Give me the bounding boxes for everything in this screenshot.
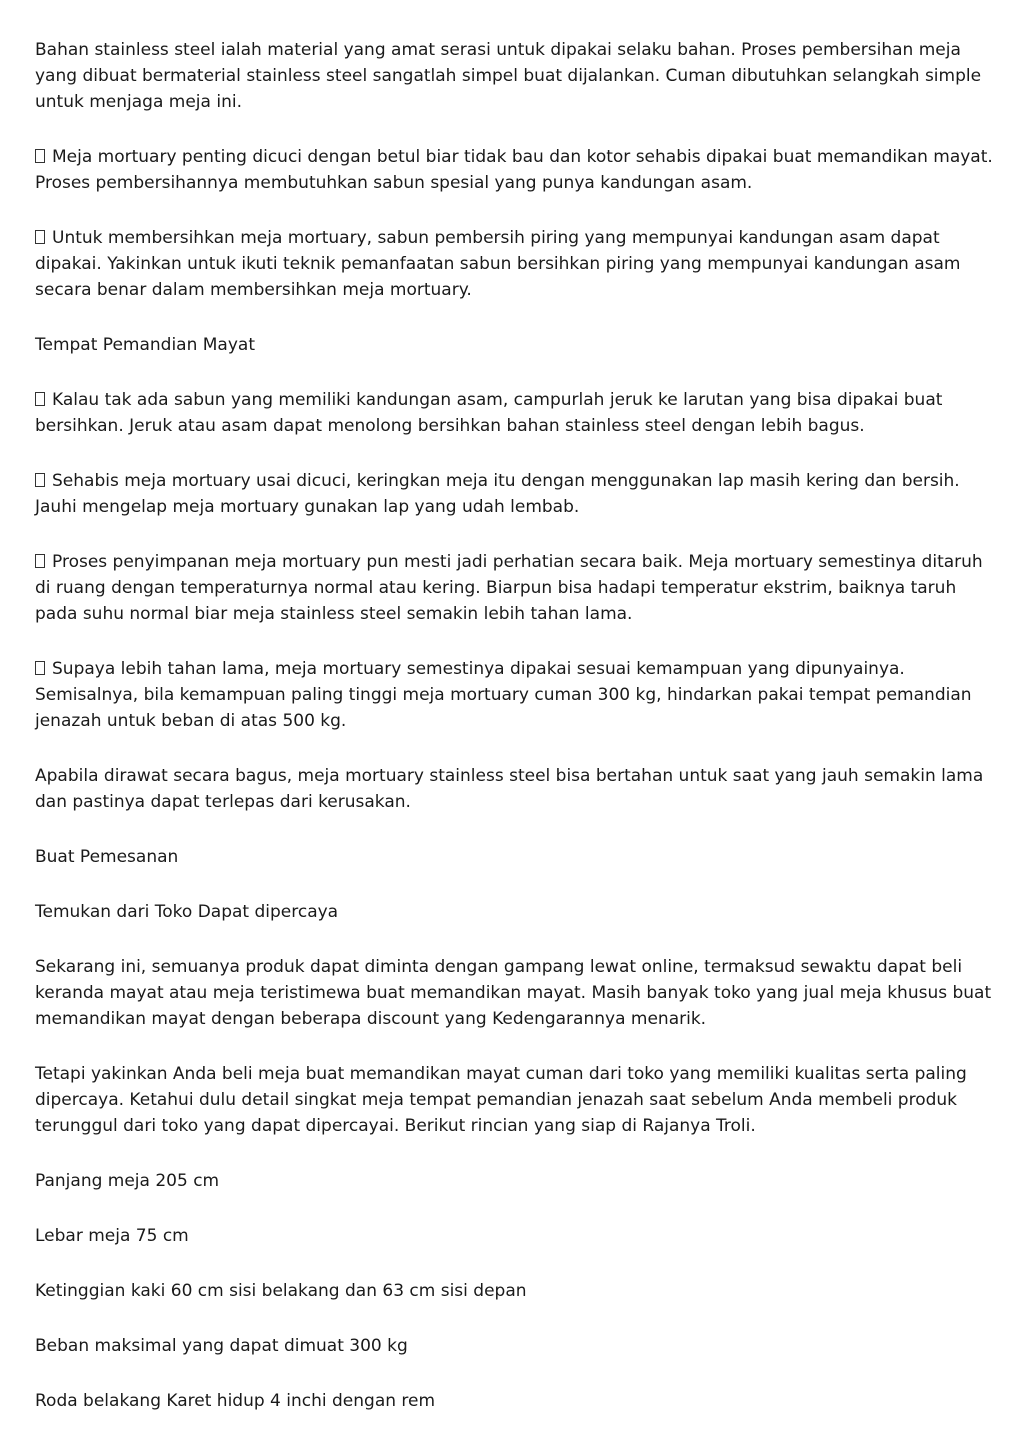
- bullet-box-icon: [35, 661, 45, 675]
- spec-line: Panjang meja 205 cm: [35, 1171, 220, 1191]
- bullet-paragraph: Proses penyimpanan meja mortuary pun mesti jadi perhatian secara baik. Meja mortuary semestinya ditaruh di ruang dengan temperaturnya normal atau kering. Biarpun bisa hadapi temperatur ekstrim, baiknya taruh pada suhu normal biar meja stainless steel semakin lebih tahan lama.: [35, 552, 983, 624]
- section-heading: Tempat Pemandian Mayat: [35, 335, 255, 355]
- paragraph: Bahan stainless steel ialah material yang amat serasi untuk dipakai selaku bahan. Proses pembersihan meja yang dibuat bermaterial stainless steel sangatlah simpel buat dijalankan. Cuman dibutuhkan selangkah simple untuk menjaga meja ini.: [35, 40, 982, 112]
- paragraph: Apabila dirawat secara bagus, meja mortuary stainless steel bisa bertahan untuk saat yang jauh semakin lama dan pastinya dapat terlepas dari kerusakan.: [35, 766, 984, 812]
- section-heading: Temukan dari Toko Dapat dipercaya: [35, 902, 339, 922]
- section-heading: Buat Pemesanan: [35, 847, 179, 867]
- spec-line: Roda belakang Karet hidup 4 inchi dengan rem: [35, 1391, 436, 1411]
- paragraph: Tetapi yakinkan Anda beli meja buat memandikan mayat cuman dari toko yang memiliki kualitas serta paling dipercaya. Ketahui dulu detail singkat meja tempat pemandian jenazah saat sebelum Anda membeli produk terunggul dari toko yang dapat dipercayai. Berikut rincian yang siap di Rajanya Troli.: [35, 1064, 967, 1136]
- bullet-paragraph: Meja mortuary penting dicuci dengan betul biar tidak bau dan kotor sehabis dipakai buat memandikan mayat. Proses pembersihannya membutuhkan sabun spesial yang punya kandungan asam.: [35, 147, 993, 193]
- bullet-box-icon: [35, 554, 45, 568]
- bullet-paragraph: Sehabis meja mortuary usai dicuci, keringkan meja itu dengan menggunakan lap masih kering dan bersih. Jauhi mengelap meja mortuary gunakan lap yang udah lembab.: [35, 471, 960, 517]
- spec-line: Ketinggian kaki 60 cm sisi belakang dan 63 cm sisi depan: [35, 1281, 527, 1301]
- bullet-paragraph: Kalau tak ada sabun yang memiliki kandungan asam, campurlah jeruk ke larutan yang bisa dipakai buat bersihkan. Jeruk atau asam dapat menolong bersihkan bahan stainless steel dengan lebih bagus.: [35, 390, 943, 436]
- paragraph: Sekarang ini, semuanya produk dapat diminta dengan gampang lewat online, termaksud sewaktu dapat beli keranda mayat atau meja teristimewa buat memandikan mayat. Masih banyak toko yang jual meja khusus buat memandikan mayat dengan beberapa discount yang Kedengarannya menarik.: [35, 957, 992, 1029]
- spec-line: Beban maksimal yang dapat dimuat 300 kg: [35, 1336, 408, 1356]
- bullet-box-icon: [35, 230, 45, 244]
- bullet-paragraph: Supaya lebih tahan lama, meja mortuary semestinya dipakai sesuai kemampuan yang dipunyainya. Semisalnya, bila kemampuan paling tinggi meja mortuary cuman 300 kg, hindarkan pakai tempat pemandian jenazah untuk beban di atas 500 kg.: [35, 659, 972, 731]
- spec-line: Lebar meja 75 cm: [35, 1226, 189, 1246]
- bullet-box-icon: [35, 149, 45, 163]
- bullet-box-icon: [35, 392, 45, 406]
- bullet-paragraph: Untuk membersihkan meja mortuary, sabun pembersih piring yang mempunyai kandungan asam dapat dipakai. Yakinkan untuk ikuti teknik pemanfaatan sabun bersihkan piring yang mempunyai kandungan asam secara benar dalam membersihkan meja mortuary.: [35, 228, 961, 300]
- bullet-box-icon: [35, 473, 45, 487]
